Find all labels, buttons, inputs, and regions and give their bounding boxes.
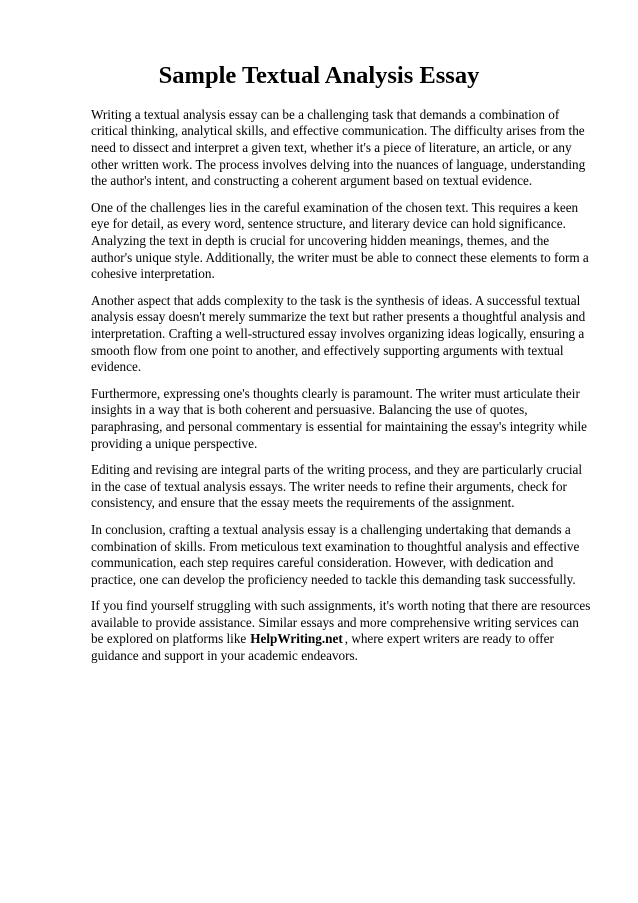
paragraph-editing: Editing and revising are integral parts of the writing process, and they are particularly crucial in the case of textual analysis essays. The writer needs to refine their arguments, check for consistency, and ensure that the essay meets the requirements of the assignment. <box>91 462 583 511</box>
paragraph-expression: Furthermore, expressing one's thoughts clearly is paramount. The writer must articulate their insights in a way that is both coherent and persuasive. Balancing the use of quotes, paraphrasing, and personal commentary is essential for maintaining the essay's integrity while providing a unique perspective. <box>91 385 588 451</box>
paragraph-examination: One of the challenges lies in the careful examination of the chosen text. This requires a keen eye for detail, as every word, sentence structure, and literary device can hold significance. Analyzing the text in depth is crucial for uncovering hidden meanings, themes, and the author's unique style. Additionally, the writer must be able to connect these elements to form a cohesive interpretation. <box>91 199 589 282</box>
paragraph-synthesis: Another aspect that adds complexity to the task is the synthesis of ideas. A successful textual analysis essay doesn't merely summarize the text but rather presents a thoughtful analysis and interpretation. Crafting a well-structured essay involves organizing ideas logically, ensuring a smooth flow from one point to another, and effectively supporting arguments with textual evidence. <box>91 292 586 375</box>
paragraph-conclusion: In conclusion, crafting a textual analysis essay is a challenging undertaking that demands a combination of skills. From meticulous text examination to thoughtful analysis and effective communication, each step requires careful consideration. However, with dedication and practice, one can develop the proficiency needed to tackle this demanding task successfully. <box>91 521 580 587</box>
paragraph-closing <box>91 598 592 664</box>
closing-text-after-link: , where expert writers are ready to offer guidance and support in your academic endeavors. <box>91 631 554 664</box>
essay-title: Sample Textual Analysis Essay <box>158 62 480 89</box>
helpwriting-link[interactable]: HelpWriting.net <box>250 631 343 647</box>
paragraph-intro: Writing a textual analysis essay can be a challenging task that demands a combination of critical thinking, analytical skills, and effective communication. The difficulty arises from the need to dissect and interpret a given text, whether it's a piece of literature, an article, or any other written work. The process involves delving into the nuances of language, understanding the author's intent, and constructing a coherent argument based on textual evidence. <box>91 106 586 189</box>
closing-text-before-link: If you find yourself struggling with such assignments, it's worth noting that there are resources available to provide assistance. Similar essays and more comprehensive writing services can be explored on platforms like <box>91 598 591 647</box>
